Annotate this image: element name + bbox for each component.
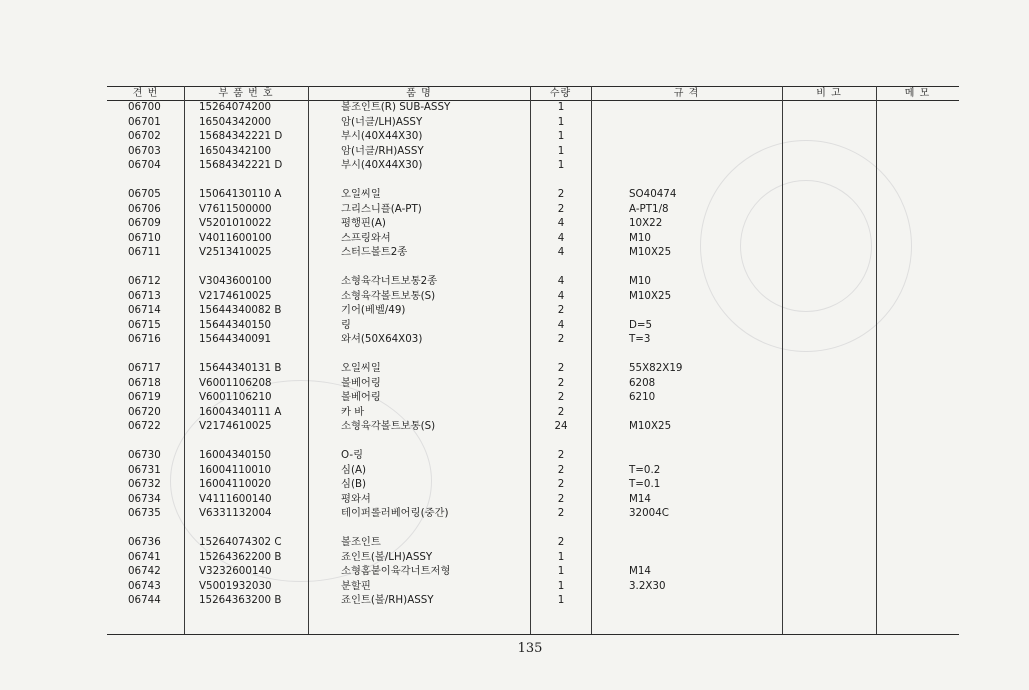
- table-row: [0, 100, 1029, 115]
- table-row: [0, 303, 1029, 318]
- part-number-cell: 15264074200: [199, 101, 272, 113]
- part-name-cell: 오일씨일: [341, 362, 381, 374]
- table-row: [0, 405, 1029, 420]
- specification-cell: T=3: [629, 333, 651, 345]
- table-bottom-rule: [107, 634, 959, 635]
- item-number-cell: 06730: [128, 449, 161, 461]
- part-name-cell: 소형홈붙이육각너트저형: [341, 565, 451, 577]
- page-number: 135: [517, 641, 543, 656]
- quantity-cell: 1: [557, 565, 565, 577]
- quantity-cell: 1: [557, 579, 565, 592]
- table-row: [0, 332, 1029, 347]
- specification-cell: A-PT1/8: [629, 202, 669, 215]
- part-name-cell: 스프링와셔: [341, 231, 391, 244]
- table-row: [0, 550, 1029, 565]
- specification-cell: D=5: [629, 318, 653, 331]
- part-number-cell: 16504342100: [199, 144, 272, 157]
- part-name-cell: O-링: [341, 449, 364, 461]
- part-number-cell: 15644340082 B: [199, 304, 282, 316]
- quantity-cell: 1: [557, 550, 565, 563]
- header-item-no: 견 번: [132, 88, 159, 99]
- specification-cell: M10X25: [629, 420, 672, 432]
- specification-cell: M10: [629, 275, 651, 287]
- part-number-cell: 15064130110 A: [199, 188, 282, 200]
- item-number-cell: 06732: [128, 478, 161, 490]
- specification-cell: 3.2X30: [629, 579, 666, 592]
- part-number-cell: 16004110010: [199, 463, 272, 476]
- quantity-cell: 1: [557, 130, 565, 142]
- table-row: [0, 158, 1029, 173]
- quantity-cell: 1: [557, 115, 565, 128]
- item-number-cell: 06731: [128, 463, 161, 476]
- quantity-cell: 4: [557, 246, 565, 258]
- part-number-cell: V6001106208: [199, 376, 272, 389]
- part-name-cell: 카 바: [341, 405, 365, 418]
- table-row: [0, 318, 1029, 333]
- specification-cell: 6208: [629, 376, 656, 389]
- quantity-cell: 2: [557, 391, 565, 403]
- specification-cell: M10X25: [629, 289, 672, 302]
- item-number-cell: 06716: [128, 333, 161, 345]
- table-row: [0, 593, 1029, 608]
- table-row: [0, 477, 1029, 492]
- part-number-cell: V2174610025: [199, 420, 272, 432]
- header-quantity: 수량: [549, 88, 572, 99]
- item-number-cell: 06705: [128, 188, 161, 200]
- specification-cell: M10: [629, 231, 651, 244]
- item-number-cell: 06741: [128, 550, 161, 563]
- part-number-cell: 15644340150: [199, 318, 272, 331]
- table-row: [0, 506, 1029, 521]
- part-number-cell: 15684342221 D: [199, 159, 283, 171]
- header-part-name: 품 명: [406, 88, 432, 99]
- table-row: [0, 535, 1029, 550]
- table-row: [0, 144, 1029, 159]
- item-number-cell: 06722: [128, 420, 161, 432]
- item-number-cell: 06703: [128, 144, 161, 157]
- specification-cell: SO40474: [629, 188, 677, 200]
- item-number-cell: 06706: [128, 202, 161, 215]
- part-name-cell: 소형육각볼트보통(S): [341, 420, 436, 432]
- part-number-cell: 15264074302 C: [199, 536, 282, 548]
- part-name-cell: 소형육각너트보통2종: [341, 275, 438, 287]
- table-row: [0, 564, 1029, 579]
- table-row: [0, 115, 1029, 130]
- quantity-cell: 1: [557, 144, 565, 157]
- table-row: [0, 419, 1029, 434]
- part-name-cell: 부시(40X44X30): [341, 159, 423, 171]
- quantity-cell: 4: [557, 318, 565, 331]
- part-number-cell: V4111600140: [199, 492, 272, 505]
- table-row: [0, 579, 1029, 594]
- table-row: [0, 448, 1029, 463]
- header-specification: 규 격: [673, 88, 700, 99]
- part-number-cell: V2174610025: [199, 289, 272, 302]
- quantity-cell: 2: [557, 536, 565, 548]
- table-row: [0, 492, 1029, 507]
- part-name-cell: 기어(베벨/49): [341, 304, 406, 316]
- part-name-cell: 평와셔: [341, 492, 371, 505]
- quantity-cell: 2: [557, 202, 565, 215]
- item-number-cell: 06719: [128, 391, 161, 403]
- part-name-cell: 오일씨일: [341, 188, 381, 200]
- header-part-no: 부 품 번 호: [218, 88, 274, 99]
- part-name-cell: 심(A): [341, 463, 367, 476]
- item-number-cell: 06704: [128, 159, 161, 171]
- part-number-cell: V2513410025: [199, 246, 272, 258]
- part-name-cell: 볼베어링: [341, 376, 381, 389]
- item-number-cell: 06701: [128, 115, 161, 128]
- part-name-cell: 죠인트(볼/RH)ASSY: [341, 594, 434, 606]
- part-number-cell: V4011600100: [199, 231, 272, 244]
- part-name-cell: 볼베어링: [341, 391, 381, 403]
- table-row: [0, 390, 1029, 405]
- part-number-cell: V7611500000: [199, 202, 272, 215]
- part-number-cell: 16504342000: [199, 115, 272, 128]
- part-name-cell: 볼조인트(R) SUB-ASSY: [341, 101, 451, 113]
- quantity-cell: 4: [557, 275, 565, 287]
- table-row: [0, 463, 1029, 478]
- quantity-cell: 2: [557, 463, 565, 476]
- quantity-cell: 2: [557, 304, 565, 316]
- item-number-cell: 06734: [128, 492, 161, 505]
- quantity-cell: 4: [557, 217, 565, 229]
- item-number-cell: 06715: [128, 318, 161, 331]
- quantity-cell: 1: [557, 101, 565, 113]
- specification-cell: 32004C: [629, 507, 669, 519]
- header-remarks: 비 고: [816, 88, 842, 99]
- item-number-cell: 06709: [128, 217, 161, 229]
- item-number-cell: 06710: [128, 231, 161, 244]
- part-number-cell: 15684342221 D: [199, 130, 283, 142]
- item-number-cell: 06718: [128, 376, 161, 389]
- specification-cell: T=0.1: [629, 478, 661, 490]
- table-row: [0, 129, 1029, 144]
- part-number-cell: 15264363200 B: [199, 594, 282, 606]
- part-name-cell: 볼조인트: [341, 536, 381, 548]
- specification-cell: 10X22: [629, 217, 663, 229]
- table-row: [0, 187, 1029, 202]
- item-number-cell: 06702: [128, 130, 161, 142]
- quantity-cell: 2: [557, 449, 565, 461]
- item-number-cell: 06714: [128, 304, 161, 316]
- specification-cell: M14: [629, 492, 651, 505]
- part-name-cell: 부시(40X44X30): [341, 130, 423, 142]
- part-number-cell: 16004340150: [199, 449, 272, 461]
- item-number-cell: 06736: [128, 536, 161, 548]
- quantity-cell: 2: [557, 478, 565, 490]
- quantity-cell: 2: [557, 362, 565, 374]
- part-number-cell: V3043600100: [199, 275, 272, 287]
- specification-cell: M10X25: [629, 246, 672, 258]
- specification-cell: 55X82X19: [629, 362, 683, 374]
- table-row: [0, 361, 1029, 376]
- quantity-cell: 1: [557, 594, 565, 606]
- quantity-cell: 4: [557, 289, 565, 302]
- quantity-cell: 2: [557, 376, 565, 389]
- part-name-cell: 평행핀(A): [341, 217, 386, 229]
- part-name-cell: 스터드볼트2종: [341, 246, 408, 258]
- item-number-cell: 06720: [128, 405, 161, 418]
- part-number-cell: 15644340131 B: [199, 362, 282, 374]
- header-memo: 메 모: [904, 88, 931, 99]
- part-name-cell: 암(너클/RH)ASSY: [341, 144, 424, 157]
- table-row: [0, 231, 1029, 246]
- part-name-cell: 소형육각볼트보통(S): [341, 289, 436, 302]
- item-number-cell: 06711: [128, 246, 161, 258]
- item-number-cell: 06712: [128, 275, 161, 287]
- quantity-cell: 1: [557, 159, 565, 171]
- table-row: [0, 202, 1029, 217]
- quantity-cell: 4: [557, 231, 565, 244]
- part-number-cell: 16004110020: [199, 478, 272, 490]
- part-name-cell: 그리스니플(A-PT): [341, 202, 422, 215]
- item-number-cell: 06700: [128, 101, 161, 113]
- part-number-cell: V3232600140: [199, 565, 272, 577]
- table-row: [0, 245, 1029, 260]
- part-name-cell: 링: [341, 318, 351, 331]
- part-name-cell: 테이퍼롤러베어링(중간): [341, 507, 449, 519]
- part-name-cell: 심(B): [341, 478, 367, 490]
- table-row: [0, 274, 1029, 289]
- quantity-cell: 2: [557, 333, 565, 345]
- table-row: [0, 216, 1029, 231]
- table-row: [0, 289, 1029, 304]
- part-number-cell: V6331132004: [199, 507, 272, 519]
- part-name-cell: 죠인트(볼/LH)ASSY: [341, 550, 433, 563]
- quantity-cell: 2: [557, 507, 565, 519]
- specification-cell: M14: [629, 565, 651, 577]
- item-number-cell: 06717: [128, 362, 161, 374]
- part-number-cell: V5001932030: [199, 579, 272, 592]
- specification-cell: 6210: [629, 391, 656, 403]
- quantity-cell: 2: [557, 492, 565, 505]
- quantity-cell: 2: [557, 405, 565, 418]
- item-number-cell: 06743: [128, 579, 161, 592]
- part-number-cell: 15264362200 B: [199, 550, 282, 563]
- specification-cell: T=0.2: [629, 463, 661, 476]
- part-number-cell: 15644340091: [199, 333, 272, 345]
- item-number-cell: 06744: [128, 594, 161, 606]
- item-number-cell: 06713: [128, 289, 161, 302]
- quantity-cell: 2: [557, 188, 565, 200]
- part-number-cell: 16004340111 A: [199, 405, 282, 418]
- item-number-cell: 06735: [128, 507, 161, 519]
- part-name-cell: 분할핀: [341, 579, 371, 592]
- table-row: [0, 376, 1029, 391]
- part-number-cell: V6001106210: [199, 391, 272, 403]
- part-name-cell: 암(너클/LH)ASSY: [341, 115, 423, 128]
- part-number-cell: V5201010022: [199, 217, 272, 229]
- quantity-cell: 24: [554, 420, 568, 432]
- item-number-cell: 06742: [128, 565, 161, 577]
- part-name-cell: 와셔(50X64X03): [341, 333, 423, 345]
